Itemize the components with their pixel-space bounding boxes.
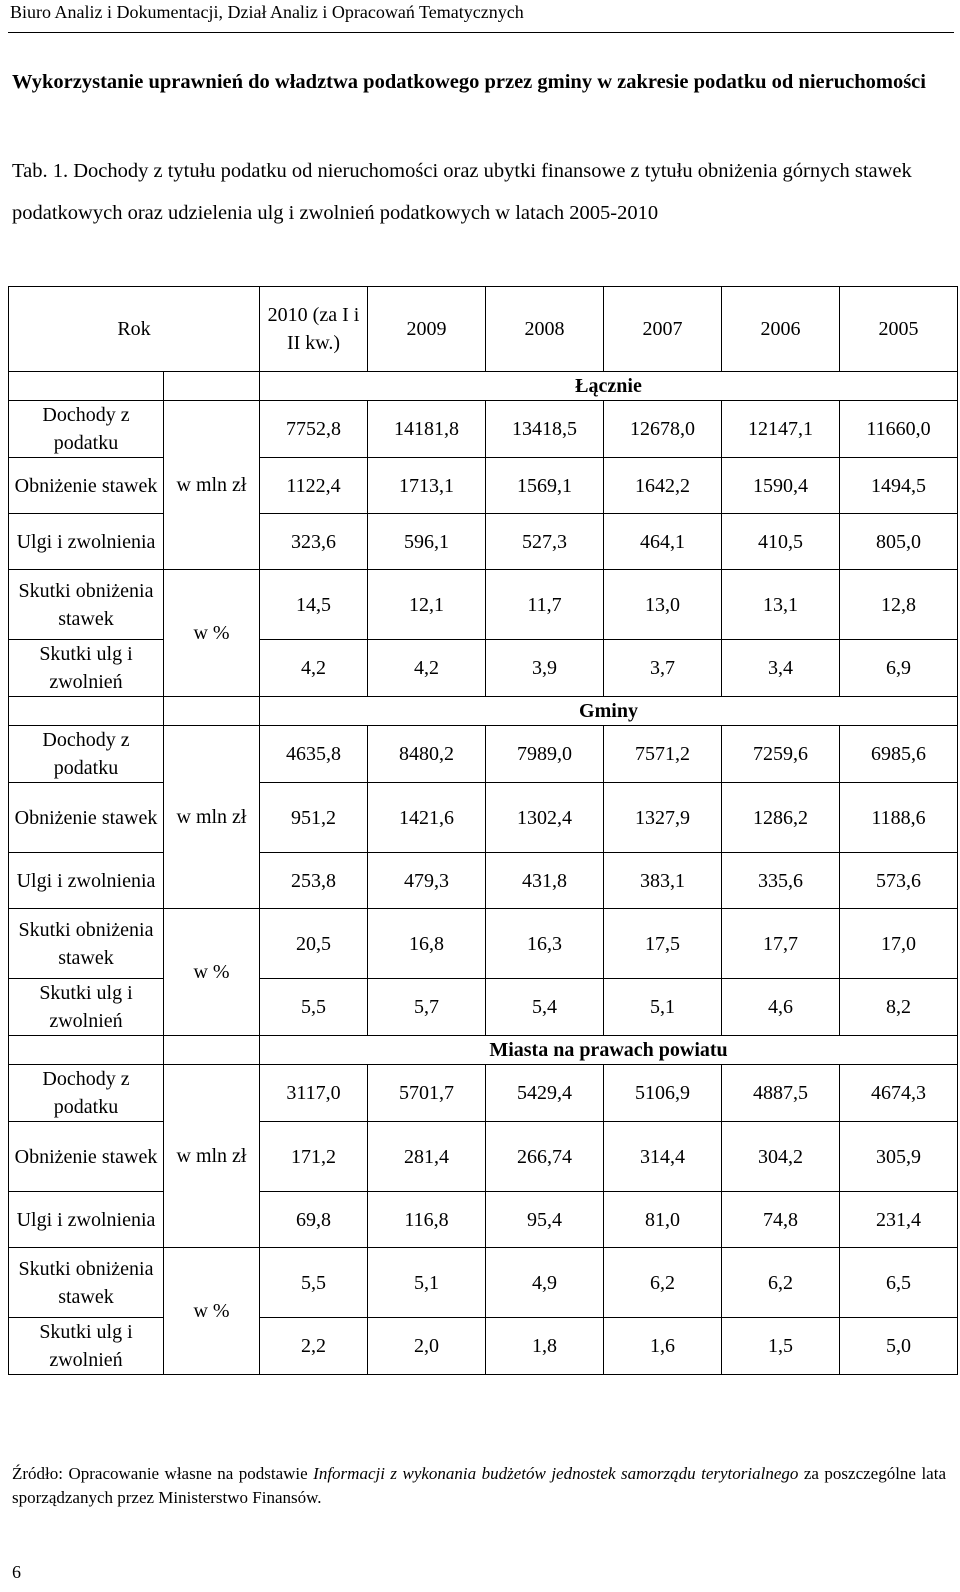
- row-label: Dochody z podatku: [9, 726, 164, 783]
- page-number: 6: [12, 1562, 21, 1582]
- row-label: Skutki obniżenia stawek: [9, 570, 164, 640]
- value-cell: 3,7: [604, 640, 722, 697]
- value-cell: 335,6: [722, 853, 840, 909]
- value-cell: 383,1: [604, 853, 722, 909]
- value-cell: 8,2: [840, 979, 958, 1036]
- value-cell: 951,2: [260, 783, 368, 853]
- year-header: 2009: [368, 287, 486, 372]
- unit-pct: w %: [164, 909, 260, 1036]
- year-header: 2008: [486, 287, 604, 372]
- value-cell: 4,6: [722, 979, 840, 1036]
- value-cell: 2,0: [368, 1318, 486, 1375]
- value-cell: 11660,0: [840, 401, 958, 458]
- value-cell: 5429,4: [486, 1065, 604, 1122]
- value-cell: 1642,2: [604, 458, 722, 514]
- value-cell: 4887,5: [722, 1065, 840, 1122]
- value-cell: 1569,1: [486, 458, 604, 514]
- value-cell: 1494,5: [840, 458, 958, 514]
- unit-mln: w mln zł: [164, 726, 260, 909]
- row-label-blank: [9, 697, 164, 726]
- value-cell: 4635,8: [260, 726, 368, 783]
- section-title-row: [9, 372, 958, 401]
- unit-blank: [164, 1036, 260, 1065]
- value-cell: 527,3: [486, 514, 604, 570]
- value-cell: 5,0: [840, 1318, 958, 1375]
- value-cell: 1713,1: [368, 458, 486, 514]
- row-label: Dochody z podatku: [9, 401, 164, 458]
- table-row: [9, 979, 958, 1036]
- value-cell: 5,5: [260, 1248, 368, 1318]
- value-cell: 74,8: [722, 1192, 840, 1248]
- row-label: Obniżenie stawek: [9, 783, 164, 853]
- row-label: Obniżenie stawek: [9, 1122, 164, 1192]
- row-label: Ulgi i zwolnienia: [9, 1192, 164, 1248]
- value-cell: 17,7: [722, 909, 840, 979]
- unit-pct: w %: [164, 1248, 260, 1375]
- value-cell: 13418,5: [486, 401, 604, 458]
- row-label: Skutki ulg i zwolnień: [9, 979, 164, 1036]
- table-row: [9, 1192, 958, 1248]
- value-cell: 5,1: [604, 979, 722, 1036]
- value-cell: 464,1: [604, 514, 722, 570]
- row-label: Dochody z podatku: [9, 1065, 164, 1122]
- unit-mln: w mln zł: [164, 401, 260, 570]
- value-cell: 266,74: [486, 1122, 604, 1192]
- value-cell: 805,0: [840, 514, 958, 570]
- table-row: [9, 1248, 958, 1318]
- section-title-row: [9, 1036, 958, 1065]
- value-cell: 12,1: [368, 570, 486, 640]
- unit-blank: [164, 697, 260, 726]
- source-prefix: Źródło: Opracowanie własne na podstawie: [12, 1464, 314, 1483]
- value-cell: 6,2: [722, 1248, 840, 1318]
- value-cell: 1,6: [604, 1318, 722, 1375]
- row-label: Ulgi i zwolnienia: [9, 853, 164, 909]
- value-cell: 81,0: [604, 1192, 722, 1248]
- section-title-row: [9, 697, 958, 726]
- row-label: Skutki ulg i zwolnień: [9, 1318, 164, 1375]
- year-header: 2005: [840, 287, 958, 372]
- value-cell: 1,8: [486, 1318, 604, 1375]
- value-cell: 281,4: [368, 1122, 486, 1192]
- value-cell: 231,4: [840, 1192, 958, 1248]
- value-cell: 7571,2: [604, 726, 722, 783]
- value-cell: 304,2: [722, 1122, 840, 1192]
- value-cell: 12,8: [840, 570, 958, 640]
- value-cell: 1286,2: [722, 783, 840, 853]
- table-row: [9, 783, 958, 853]
- source-note: [12, 1462, 946, 1510]
- value-cell: 3,4: [722, 640, 840, 697]
- value-cell: 1302,4: [486, 783, 604, 853]
- value-cell: 13,1: [722, 570, 840, 640]
- value-cell: 17,0: [840, 909, 958, 979]
- table-row: [9, 570, 958, 640]
- table-row: [9, 726, 958, 783]
- value-cell: 14,5: [260, 570, 368, 640]
- table-row: [9, 514, 958, 570]
- unit-blank: [164, 372, 260, 401]
- unit-mln: w mln zł: [164, 1065, 260, 1248]
- value-cell: 3,9: [486, 640, 604, 697]
- year-header: 2007: [604, 287, 722, 372]
- table-row: [9, 401, 958, 458]
- value-cell: 596,1: [368, 514, 486, 570]
- value-cell: 12678,0: [604, 401, 722, 458]
- value-cell: 573,6: [840, 853, 958, 909]
- value-cell: 323,6: [260, 514, 368, 570]
- section-title: Gminy: [260, 697, 958, 726]
- section-title: Łącznie: [260, 372, 958, 401]
- value-cell: 14181,8: [368, 401, 486, 458]
- value-cell: 7259,6: [722, 726, 840, 783]
- rok-header: Rok: [9, 287, 260, 372]
- value-cell: 20,5: [260, 909, 368, 979]
- value-cell: 314,4: [604, 1122, 722, 1192]
- table-row: [9, 1318, 958, 1375]
- value-cell: 5,4: [486, 979, 604, 1036]
- value-cell: 1188,6: [840, 783, 958, 853]
- document-header: Biuro Analiz i Dokumentacji, Dział Analiz i Opracowań Tematycznych: [10, 2, 524, 22]
- value-cell: 171,2: [260, 1122, 368, 1192]
- value-cell: 16,3: [486, 909, 604, 979]
- row-label-blank: [9, 372, 164, 401]
- year-header: 2006: [722, 287, 840, 372]
- source-suffix: za poszczególne lata sporządzanych przez Ministerstwo Finansów.: [12, 1464, 946, 1507]
- value-cell: 16,8: [368, 909, 486, 979]
- value-cell: 6,2: [604, 1248, 722, 1318]
- value-cell: 1122,4: [260, 458, 368, 514]
- value-cell: 116,8: [368, 1192, 486, 1248]
- value-cell: 4,2: [260, 640, 368, 697]
- table-header-row: [9, 287, 958, 372]
- value-cell: 305,9: [840, 1122, 958, 1192]
- value-cell: 1,5: [722, 1318, 840, 1375]
- value-cell: 8480,2: [368, 726, 486, 783]
- value-cell: 7989,0: [486, 726, 604, 783]
- value-cell: 6,9: [840, 640, 958, 697]
- value-cell: 1327,9: [604, 783, 722, 853]
- year-header: 2010 (za I i II kw.): [260, 287, 368, 372]
- value-cell: 5701,7: [368, 1065, 486, 1122]
- row-label: Skutki obniżenia stawek: [9, 909, 164, 979]
- header-rule: [8, 32, 954, 33]
- value-cell: 17,5: [604, 909, 722, 979]
- value-cell: 69,8: [260, 1192, 368, 1248]
- value-cell: 13,0: [604, 570, 722, 640]
- table-row: [9, 1122, 958, 1192]
- row-label-blank: [9, 1036, 164, 1065]
- row-label: Skutki ulg i zwolnień: [9, 640, 164, 697]
- value-cell: 95,4: [486, 1192, 604, 1248]
- table-row: [9, 1065, 958, 1122]
- tax-table: [8, 286, 958, 1375]
- value-cell: 5106,9: [604, 1065, 722, 1122]
- value-cell: 2,2: [260, 1318, 368, 1375]
- table-row: [9, 640, 958, 697]
- value-cell: 4674,3: [840, 1065, 958, 1122]
- table-row: [9, 853, 958, 909]
- table-row: [9, 458, 958, 514]
- row-label: Obniżenie stawek: [9, 458, 164, 514]
- table-caption: Tab. 1. Dochody z tytułu podatku od nieruchomości oraz ubytki finansowe z tytułu obniżenia górnych stawek podatkowych oraz udzielenia ulg i zwolnień podatkowych w latach 2005-2010: [12, 160, 912, 224]
- value-cell: 4,9: [486, 1248, 604, 1318]
- value-cell: 1421,6: [368, 783, 486, 853]
- value-cell: 6,5: [840, 1248, 958, 1318]
- unit-pct: w %: [164, 570, 260, 697]
- value-cell: 410,5: [722, 514, 840, 570]
- value-cell: 431,8: [486, 853, 604, 909]
- row-label: Ulgi i zwolnienia: [9, 514, 164, 570]
- value-cell: 5,7: [368, 979, 486, 1036]
- section-heading: Wykorzystanie uprawnień do władztwa podatkowego przez gminy w zakresie podatku od nieruchomości: [12, 71, 926, 93]
- value-cell: 12147,1: [722, 401, 840, 458]
- value-cell: 1590,4: [722, 458, 840, 514]
- value-cell: 5,1: [368, 1248, 486, 1318]
- source-title: Informacji z wykonania budżetów jednostek samorządu terytorialnego: [313, 1464, 799, 1483]
- row-label: Skutki obniżenia stawek: [9, 1248, 164, 1318]
- value-cell: 7752,8: [260, 401, 368, 458]
- value-cell: 253,8: [260, 853, 368, 909]
- section-title: Miasta na prawach powiatu: [260, 1036, 958, 1065]
- value-cell: 3117,0: [260, 1065, 368, 1122]
- value-cell: 6985,6: [840, 726, 958, 783]
- value-cell: 5,5: [260, 979, 368, 1036]
- value-cell: 11,7: [486, 570, 604, 640]
- table-row: [9, 909, 958, 979]
- value-cell: 4,2: [368, 640, 486, 697]
- value-cell: 479,3: [368, 853, 486, 909]
